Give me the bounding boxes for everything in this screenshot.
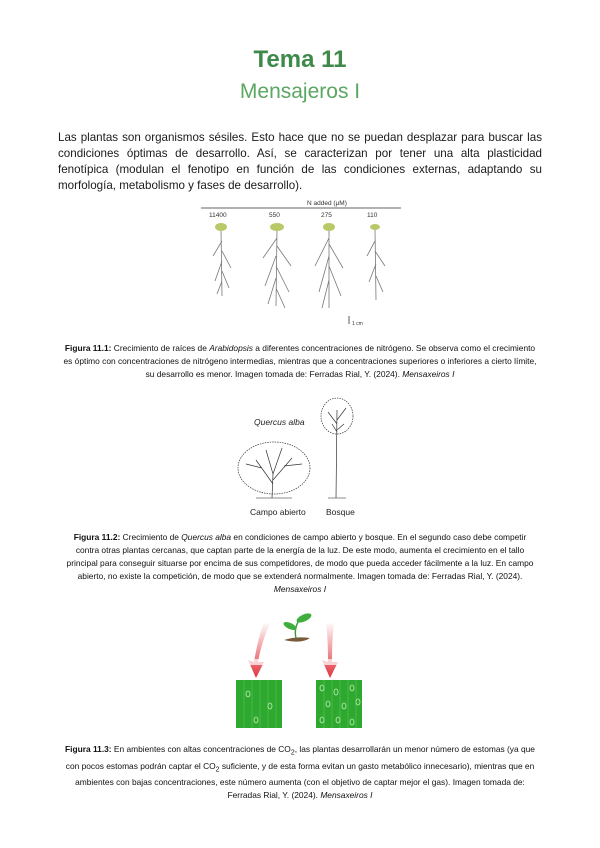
fig1-conc-1: 11400: [209, 212, 227, 219]
fig2-label-forest: Bosque: [326, 507, 355, 517]
fig3-cap-sub1: 2: [290, 749, 295, 757]
leaf-tissue-high-co2: [236, 680, 282, 728]
fig1-cap-a: Crecimiento de raíces de: [111, 343, 210, 353]
figure-oak-growth: [232, 394, 392, 522]
seedling: [282, 611, 312, 641]
arabidopsis-plant-3: [315, 223, 343, 308]
fig1-cap-b: a diferentes concentraciones de nitrógeno. Se observa como el crecimiento es óptimo con concentraciones de nitrógeno intermedias, mientras que a concentraciones superiores o inferiores a cierto límite, su desarrollo es menor. Imagen tomada de: Ferradas Rial, Y. (2024).: [63, 343, 537, 379]
arabidopsis-plant-1: [213, 223, 231, 296]
open-field-oak: [238, 442, 310, 498]
fig1-header: N added (μM): [307, 200, 347, 207]
fig1-conc-3: 275: [321, 212, 332, 219]
fig2-cap-species: Quercus alba: [181, 532, 232, 542]
intro-paragraph: Las plantas son organismos sésiles. Esto hace que no se puedan desplazar para buscar las condiciones óptimas de desarrollo. Así, se caracterizan por tener una alta plasticidad fenotípica (modulan el fenotipo en función de las condiciones externas, adaptando su morfología, metabolismo y fases de desarrollo).: [58, 131, 542, 192]
fig1-cap-species: Arabidopsis: [209, 343, 253, 353]
arabidopsis-plant-2: [263, 223, 291, 308]
arrow-low-co2: [322, 622, 338, 678]
fig3-cap-b: , las plantas desarrollarán un menor número de estomas (ya que con pocos estomas podrán captar el CO: [65, 744, 535, 771]
fig1-cap-label: Figura 11.1:: [64, 343, 112, 353]
fig1-cap-source: Mensaxeiros I: [402, 369, 455, 379]
page-subtitle: Mensajeros I: [239, 80, 361, 103]
leaf-tissue-low-co2: [316, 680, 362, 728]
arabidopsis-plant-4: [367, 224, 385, 300]
fig1-conc-4: 110: [367, 212, 378, 219]
figure-3-caption: [58, 743, 542, 802]
fig1-conc-2: 550: [269, 212, 280, 219]
fig3-cap-a: En ambientes con altas concentraciones de CO: [111, 744, 291, 754]
figure-stomata: [230, 602, 370, 732]
arrow-high-co2: [248, 622, 270, 678]
fig2-cap-a: Crecimiento de: [120, 532, 182, 542]
fig1-scale: 1 cm: [352, 321, 363, 327]
fig2-label-open: Campo abierto: [250, 507, 306, 517]
page-title: Tema 11: [253, 46, 347, 73]
figure-1-caption: [60, 342, 540, 381]
fig3-cap-source: Mensaxeiros I: [320, 790, 373, 801]
forest-oak: [321, 398, 353, 498]
fig3-cap-c: suficiente, y de esta forma evitan un gasto metabólico innecesario), mientras que en ambientes con bajas concentraciones, este número aumenta (con el objetivo de captar mejor el gas). Imagen tomada de: Ferradas Rial, Y. (2024).: [75, 760, 535, 801]
figure-2-caption: [66, 531, 534, 596]
fig3-cap-label: Figura 11.3:: [65, 744, 112, 754]
figure-root-growth: [195, 196, 405, 334]
fig3-cap-sub2: 2: [215, 766, 220, 774]
fig2-species-label: Quercus alba: [254, 417, 305, 427]
fig2-cap-label: Figura 11.2:: [73, 532, 121, 542]
fig2-cap-source: Mensaxeiros I: [273, 584, 327, 594]
fig2-cap-b: en condiciones de campo abierto y bosque. En el segundo caso debe competir contra otras plantas cercanas, que captan parte de la energía de la luz. De este modo, aumenta el crecimiento en el tallo principal para conseguir situarse por encima de sus competidores, de modo que pueda acceder fácilmente a la luz. En campo abierto, no existe la competición, de modo que se extenderá normalmente. Imagen tomada de: Ferradas Rial, Y. (2024).: [66, 532, 534, 581]
